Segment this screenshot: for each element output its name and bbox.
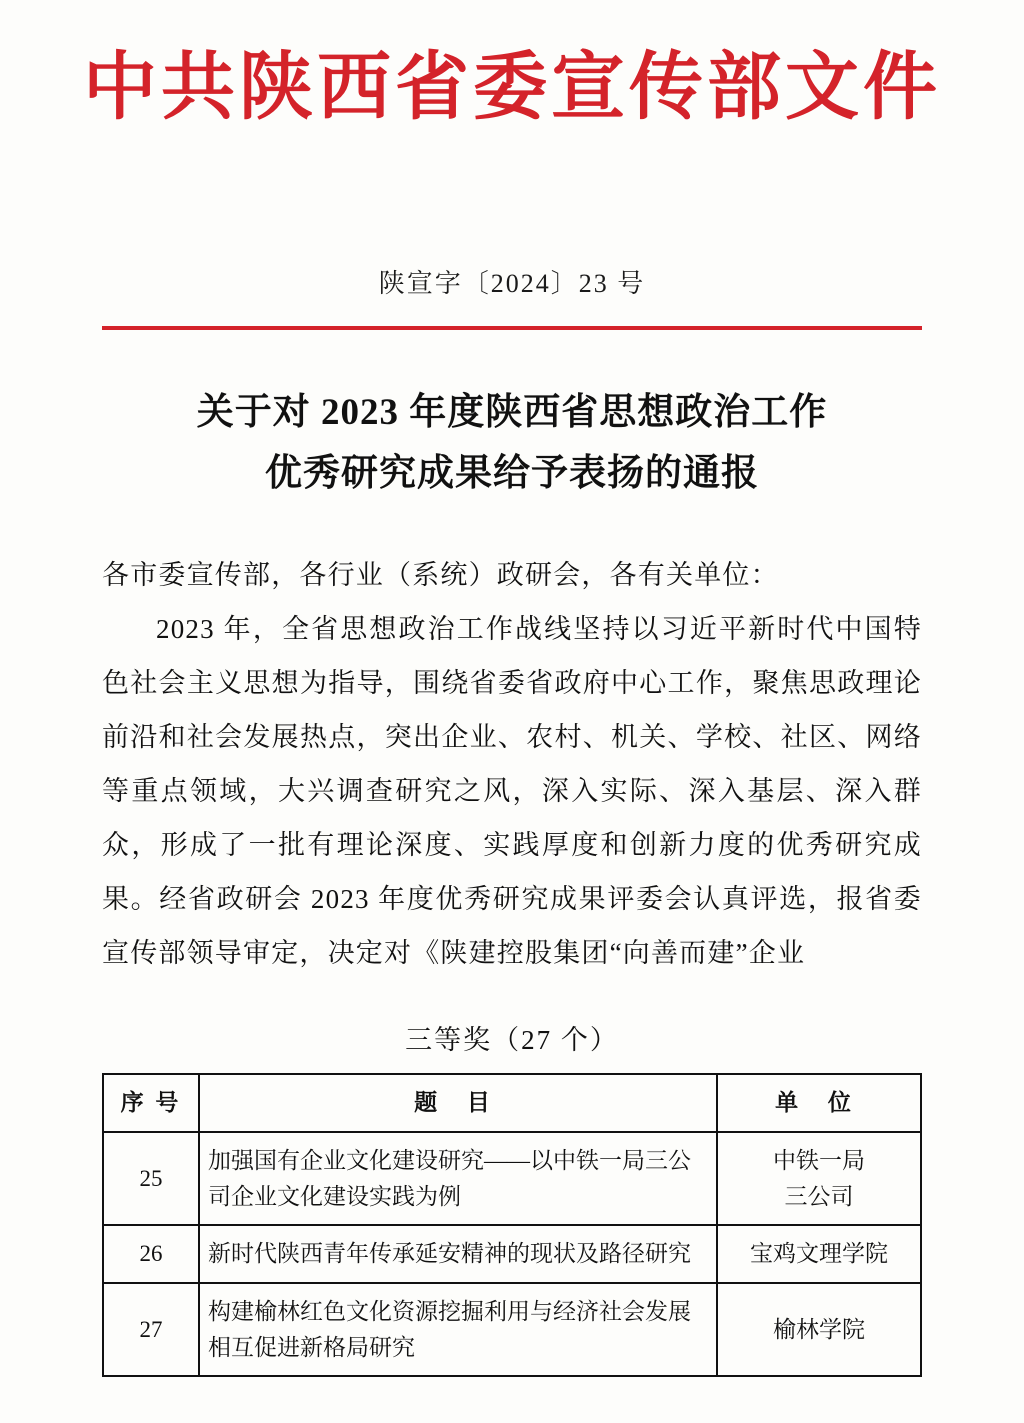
table-row <box>103 1132 921 1225</box>
table-row <box>103 1283 921 1376</box>
table-header-row <box>103 1074 921 1132</box>
page-title-line-1: 关于对 2023 年度陕西省思想政治工作 <box>196 392 828 434</box>
page-title-line-2: 优秀研究成果给予表扬的通报 <box>265 453 759 495</box>
row-title: 加强国有企业文化建设研究——以中铁一局三公司企业文化建设实践为例 <box>199 1132 717 1225</box>
body-paragraph: 2023 年，全省思想政治工作战线坚持以习近平新时代中国特色社会主义思想为指导，围绕省委省政府中心工作，聚焦思政理论前沿和社会发展热点，突出企业、农村、机关、学校、社区、网络等重点领域，大兴调查研究之风，深入实际、深入基层、深入群众，形成了一批有理论深度、实践厚度和创新力度的优秀研究成果。经省政研会 2023 年度优秀研究成果评委会认真评选，报省委宣传部领导审定，决定对《陕建控股集团“向善而建”企业 <box>102 614 922 969</box>
row-unit-line: 榆林学院 <box>773 1316 865 1342</box>
row-unit-line: 宝鸡文理学院 <box>750 1241 888 1267</box>
page-title <box>132 382 892 504</box>
row-title: 新时代陕西青年传承延安精神的现状及路径研究 <box>199 1225 717 1283</box>
masthead-title: 中共陕西省委宣传部文件 <box>83 47 941 129</box>
column-header-title: 题 目 <box>199 1074 717 1132</box>
red-divider-rule <box>102 326 922 330</box>
row-unit <box>717 1283 921 1376</box>
award-section-heading: 三等奖（27 个） <box>405 1025 619 1056</box>
award-table <box>102 1073 922 1377</box>
body-text <box>102 548 922 980</box>
row-no: 25 <box>103 1132 199 1225</box>
row-title: 构建榆林红色文化资源挖掘利用与经济社会发展相互促进新格局研究 <box>199 1283 717 1376</box>
masthead <box>0 0 1024 129</box>
row-no: 26 <box>103 1225 199 1283</box>
table-row-highlighted <box>103 1225 921 1283</box>
document-number-row <box>0 263 1024 300</box>
row-unit-line: 三公司 <box>784 1183 854 1209</box>
row-unit <box>717 1225 921 1283</box>
document-number: 陕宣字〔2024〕23 号 <box>378 269 646 299</box>
salutation: 各市委宣传部，各行业（系统）政研会，各有关单位： <box>102 560 779 591</box>
row-unit <box>717 1132 921 1225</box>
row-no: 27 <box>103 1283 199 1376</box>
row-unit-line: 中铁一局 <box>773 1148 865 1174</box>
column-header-no: 序 号 <box>103 1074 199 1132</box>
column-header-unit: 单 位 <box>717 1074 921 1132</box>
